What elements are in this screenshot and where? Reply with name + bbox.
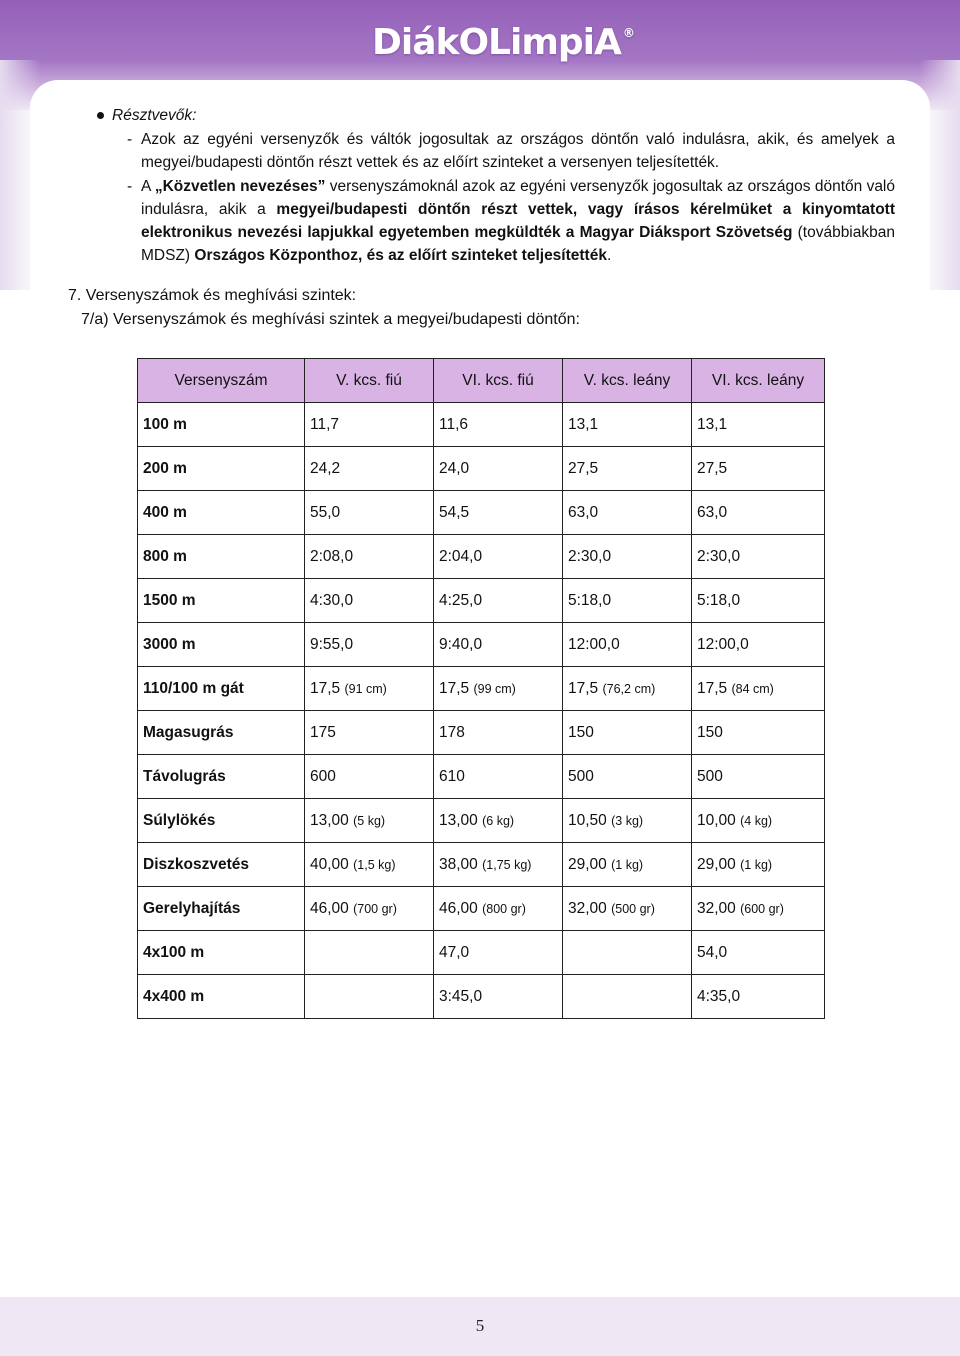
cell-value: 3:45,0 <box>439 987 483 1005</box>
cell-value: 2:30,0 <box>568 547 612 565</box>
cell-event <box>138 755 305 799</box>
participants-block <box>95 104 895 267</box>
cell-value: 4x100 m <box>143 943 205 961</box>
cell-event <box>138 799 305 843</box>
cell-value: 200 m <box>143 459 187 477</box>
cell-value: 40,00 <box>310 855 349 873</box>
cell-note: (1,5 kg) <box>353 857 396 872</box>
cell-value: 13,00 <box>439 811 478 829</box>
table-row <box>138 843 825 887</box>
cell-value: 600 <box>310 767 336 785</box>
cell-vi-girls <box>692 447 825 491</box>
section-subheading: 7/a) Versenyszámok és meghívási szintek a megyei/budapesti döntőn: <box>81 311 580 328</box>
cell-event <box>138 535 305 579</box>
cell-event <box>138 843 305 887</box>
cell-value: 5:18,0 <box>568 591 612 609</box>
cell-value: 10,00 <box>697 811 736 829</box>
cell-v-girls <box>563 843 692 887</box>
cell-event <box>138 579 305 623</box>
cell-note: (84 cm) <box>731 681 774 696</box>
cell-value: 13,1 <box>568 415 599 433</box>
cell-value: 150 <box>697 723 723 741</box>
cell-v-girls <box>563 491 692 535</box>
cell-vi-boys <box>434 491 563 535</box>
cell-v-boys <box>305 667 434 711</box>
header-v-girls: V. kcs. leány <box>563 359 692 403</box>
table-row <box>138 799 825 843</box>
cell-value: 2:30,0 <box>697 547 741 565</box>
cell-value: 4:25,0 <box>439 591 483 609</box>
cell-vi-girls <box>692 931 825 975</box>
cell-value: 4x400 m <box>143 987 205 1005</box>
cell-vi-boys <box>434 755 563 799</box>
cell-v-boys <box>305 623 434 667</box>
table-row <box>138 579 825 623</box>
table-row <box>138 931 825 975</box>
participants-heading <box>95 104 895 127</box>
cell-v-boys <box>305 843 434 887</box>
section-7 <box>68 284 580 332</box>
cell-event <box>138 975 305 1019</box>
cell-value: Diszkoszvetés <box>143 855 249 873</box>
cell-value: 4:30,0 <box>310 591 354 609</box>
cell-value: 610 <box>439 767 465 785</box>
paragraph-2-part-e: (továbbiakban MDSZ) <box>141 224 895 264</box>
cell-note: (76,2 cm) <box>602 681 656 696</box>
cell-vi-girls <box>692 975 825 1019</box>
cell-value: 17,5 <box>697 679 728 697</box>
cell-v-girls <box>563 799 692 843</box>
table-header-row <box>138 359 825 403</box>
cell-vi-girls <box>692 403 825 447</box>
cell-vi-boys <box>434 667 563 711</box>
cell-value: 9:40,0 <box>439 635 483 653</box>
cell-note: (1,75 kg) <box>482 857 532 872</box>
cell-vi-girls <box>692 535 825 579</box>
dash-marker: - <box>127 131 133 148</box>
cell-event <box>138 403 305 447</box>
cell-v-girls <box>563 975 692 1019</box>
cell-value: 2:08,0 <box>310 547 354 565</box>
table-row <box>138 403 825 447</box>
cell-value: 13,1 <box>697 415 728 433</box>
cell-value: 17,5 <box>568 679 599 697</box>
cell-vi-girls <box>692 843 825 887</box>
cell-note: (1 kg) <box>611 857 644 872</box>
cell-v-boys <box>305 447 434 491</box>
cell-value: 11,7 <box>310 415 340 433</box>
cell-note: (500 gr) <box>611 901 655 916</box>
cell-note: (3 kg) <box>611 813 644 828</box>
cell-vi-boys <box>434 535 563 579</box>
logo-text: DiákOLimpiA <box>372 22 621 63</box>
paragraph-2-part-f: Országos Központhoz, és az előírt szinteket teljesítették <box>194 247 607 264</box>
cell-value: 17,5 <box>310 679 341 697</box>
cell-value: 800 m <box>143 547 187 565</box>
cell-value: 110/100 m gát <box>143 679 244 697</box>
cell-vi-boys <box>434 799 563 843</box>
cell-vi-boys <box>434 931 563 975</box>
participants-paragraph-2 <box>95 175 895 267</box>
table-row <box>138 535 825 579</box>
cell-value: 5:18,0 <box>697 591 741 609</box>
cell-v-boys <box>305 799 434 843</box>
cell-value: 32,00 <box>568 899 607 917</box>
paragraph-2-part-g: . <box>606 247 612 264</box>
table-row <box>138 975 825 1019</box>
cell-value: 3000 m <box>143 635 196 653</box>
dash-marker: - <box>127 178 133 195</box>
cell-value: Súlylökés <box>143 811 216 829</box>
cell-value: 27,5 <box>697 459 728 477</box>
table-row <box>138 711 825 755</box>
cell-event <box>138 931 305 975</box>
header-event: Versenyszám <box>138 359 305 403</box>
cell-value: 175 <box>310 723 336 741</box>
cell-note: (600 gr) <box>740 901 784 916</box>
cell-vi-girls <box>692 579 825 623</box>
paragraph-2-part-b: „Közvetlen nevezéses” <box>154 178 326 195</box>
cell-value: 500 <box>697 767 723 785</box>
cell-vi-girls <box>692 491 825 535</box>
qualifying-levels-table <box>137 358 825 1019</box>
cell-value: 32,00 <box>697 899 736 917</box>
paragraph-2-part-a: A <box>141 178 155 195</box>
cell-note: (99 cm) <box>473 681 516 696</box>
cell-vi-girls <box>692 711 825 755</box>
table-row <box>138 491 825 535</box>
cell-value: 17,5 <box>439 679 470 697</box>
cell-value: 24,2 <box>310 459 341 477</box>
cell-v-girls <box>563 535 692 579</box>
page-number: 5 <box>475 1316 485 1335</box>
registered-mark: ® <box>622 26 634 40</box>
cell-event <box>138 491 305 535</box>
paragraph-2-part-c: versenyszámoknál azok az egyéni versenyzők jogosultak az országos döntőn való indulásra, akik a <box>141 178 896 218</box>
table-row <box>138 755 825 799</box>
cell-vi-boys <box>434 843 563 887</box>
cell-event <box>138 447 305 491</box>
header-vi-boys: VI. kcs. fiú <box>434 359 563 403</box>
cell-vi-girls <box>692 667 825 711</box>
cell-vi-girls <box>692 799 825 843</box>
header-v-boys: V. kcs. fiú <box>305 359 434 403</box>
paragraph-1-text: Azok az egyéni versenyzők és váltók jogosultak az országos döntőn való indulásra, akik, és amelyek a megyei/budapesti döntőn részt vettek és az előírt szinteket a versenyen teljesítették. <box>141 131 895 171</box>
cell-v-girls <box>563 667 692 711</box>
cell-vi-girls <box>692 623 825 667</box>
cell-value: 38,00 <box>439 855 478 873</box>
cell-vi-boys <box>434 975 563 1019</box>
diakolimpia-logo <box>372 22 634 63</box>
cell-v-girls <box>563 755 692 799</box>
cell-value: 54,0 <box>697 943 728 961</box>
cell-value: 54,5 <box>439 503 470 521</box>
cell-value: 11,6 <box>439 415 469 433</box>
cell-v-boys <box>305 711 434 755</box>
cell-value: 2:04,0 <box>439 547 483 565</box>
cell-value: 500 <box>568 767 594 785</box>
cell-vi-boys <box>434 403 563 447</box>
cell-vi-boys <box>434 887 563 931</box>
cell-note: (1 kg) <box>740 857 773 872</box>
cell-note: (91 cm) <box>344 681 387 696</box>
cell-v-boys <box>305 491 434 535</box>
cell-v-girls <box>563 887 692 931</box>
cell-event <box>138 887 305 931</box>
cell-v-boys <box>305 931 434 975</box>
cell-v-girls <box>563 931 692 975</box>
cell-value: Magasugrás <box>143 723 234 741</box>
table-row <box>138 667 825 711</box>
cell-v-boys <box>305 535 434 579</box>
cell-v-girls <box>563 579 692 623</box>
cell-v-boys <box>305 887 434 931</box>
section-heading: 7. Versenyszámok és meghívási szintek: <box>68 287 357 304</box>
cell-value: 178 <box>439 723 465 741</box>
cell-value: 24,0 <box>439 459 470 477</box>
cell-value: 100 m <box>143 415 187 433</box>
cell-v-girls <box>563 403 692 447</box>
cell-value: 1500 m <box>143 591 196 609</box>
cell-value: 46,00 <box>310 899 349 917</box>
cell-value: Távolugrás <box>143 767 226 785</box>
cell-value: 55,0 <box>310 503 341 521</box>
cell-v-boys <box>305 975 434 1019</box>
cell-note: (5 kg) <box>353 813 386 828</box>
cell-value: 13,00 <box>310 811 349 829</box>
cell-value: 29,00 <box>697 855 736 873</box>
cell-note: (800 gr) <box>482 901 526 916</box>
cell-value: 46,00 <box>439 899 478 917</box>
cell-event <box>138 711 305 755</box>
cell-value: 47,0 <box>439 943 470 961</box>
cell-vi-girls <box>692 887 825 931</box>
cell-vi-girls <box>692 755 825 799</box>
cell-event <box>138 667 305 711</box>
cell-v-boys <box>305 403 434 447</box>
table-body <box>138 403 825 1019</box>
cell-vi-boys <box>434 623 563 667</box>
cell-v-girls <box>563 447 692 491</box>
cell-v-boys <box>305 755 434 799</box>
cell-vi-boys <box>434 579 563 623</box>
cell-vi-boys <box>434 711 563 755</box>
cell-v-girls <box>563 623 692 667</box>
cell-value: 27,5 <box>568 459 599 477</box>
header-vi-girls: VI. kcs. leány <box>692 359 825 403</box>
cell-value: 4:35,0 <box>697 987 741 1005</box>
cell-value: 12:00,0 <box>568 635 620 653</box>
cell-value: 63,0 <box>568 503 599 521</box>
cell-v-boys <box>305 579 434 623</box>
cell-value: 10,50 <box>568 811 607 829</box>
cell-event <box>138 623 305 667</box>
cell-v-girls <box>563 711 692 755</box>
cell-vi-boys <box>434 447 563 491</box>
cell-value: 150 <box>568 723 594 741</box>
cell-value: Gerelyhajítás <box>143 899 241 917</box>
bullet-icon <box>97 112 104 119</box>
table-row <box>138 623 825 667</box>
participants-paragraph-1 <box>95 128 895 174</box>
cell-note: (6 kg) <box>482 813 515 828</box>
cell-value: 29,00 <box>568 855 607 873</box>
participants-title: Résztvevők: <box>112 107 197 124</box>
cell-value: 400 m <box>143 503 187 521</box>
paragraph-2-part-d: megyei/budapesti döntőn részt vettek, vagy írásos kérelmüket a kinyomtatott elektronikus nevezési lapjukkal egyetemben megküldték a Magyar Diáksport Szövetség <box>141 201 895 241</box>
cell-value: 12:00,0 <box>697 635 749 653</box>
cell-value: 9:55,0 <box>310 635 354 653</box>
table-row <box>138 887 825 931</box>
cell-note: (700 gr) <box>353 901 397 916</box>
table-row <box>138 447 825 491</box>
cell-value: 63,0 <box>697 503 728 521</box>
cell-note: (4 kg) <box>740 813 773 828</box>
